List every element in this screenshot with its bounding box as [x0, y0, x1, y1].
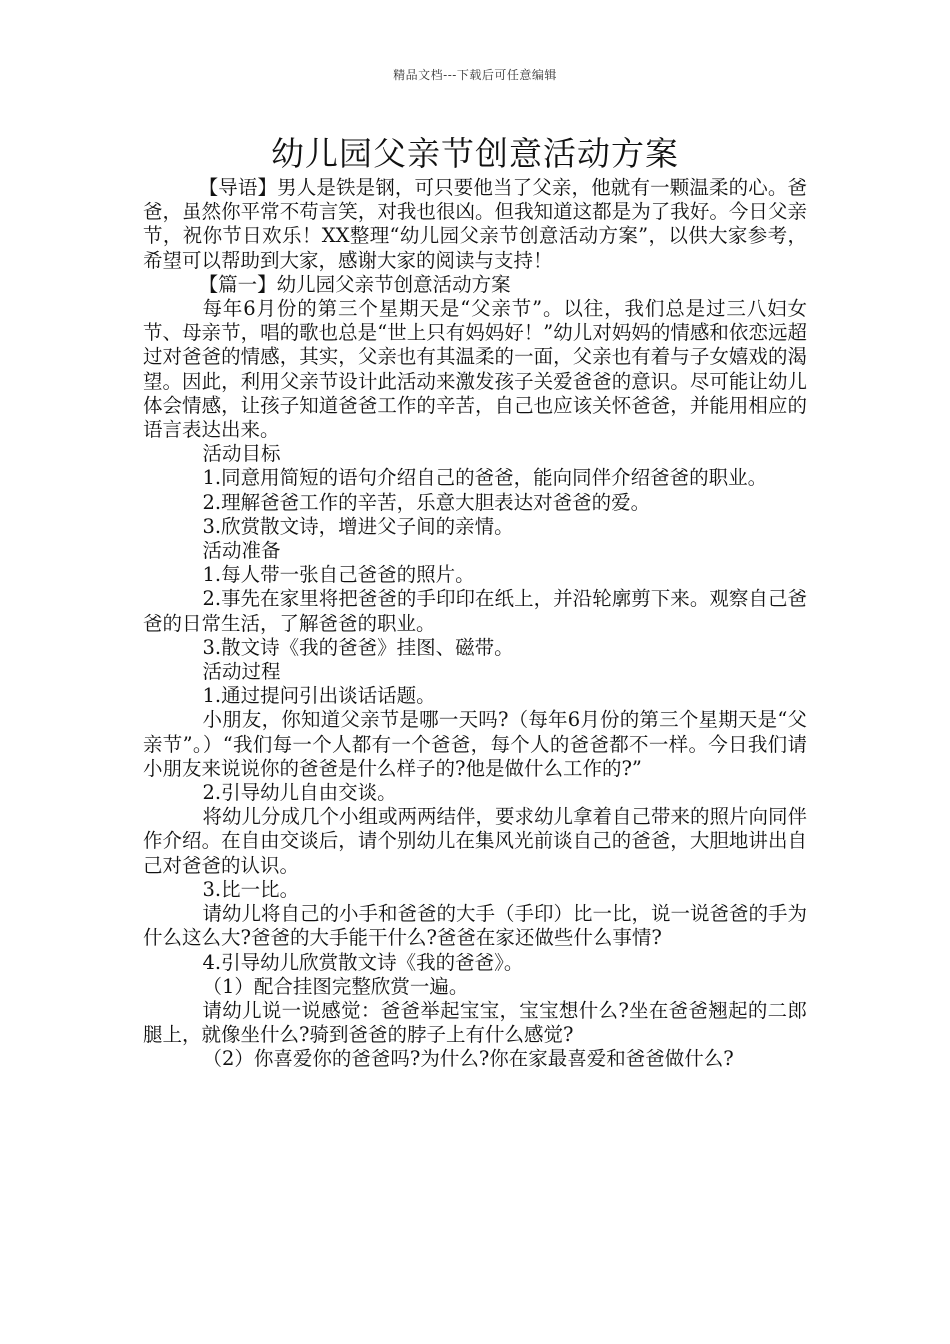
list-item: 1.同意用简短的语句介绍自己的爸爸，能向同伴介绍爸爸的职业。: [202, 466, 768, 490]
list-item: 2.事先在家里将把爸爸的手印印在纸上，并沿轮廓剪下来。观察自己爸爸的日常生活，了解爸爸的职业。: [143, 587, 807, 635]
list-item: 3.散文诗《我的爸爸》挂图、磁带。: [202, 635, 514, 659]
intro-paragraph: 【导语】男人是铁是钢，可只要他当了父亲，他就有一颗温柔的心。爸爸，虽然你平常不苟言笑，对我也很凶。但我知道这都是为了我好。今日父亲节，祝你节日欢乐！XX整理“幼儿园父亲节创意活动方案”，以供大家参考，希望可以帮助到大家，感谢大家的阅读与支持！: [143, 176, 807, 272]
paragraph: 将幼儿分成几个小组或两两结伴，要求幼儿拿着自己带来的照片向同伴作介绍。在自由交谈后，请个别幼儿在集风光前谈自己的爸爸，大胆地讲出自己对爸爸的认识。: [143, 805, 807, 877]
subheading-goals: 活动目标: [202, 442, 281, 466]
sub-item: （2）你喜爱你的爸爸吗?为什么?你在家最喜爱和爸爸做什么?: [202, 1047, 734, 1071]
subheading-process: 活动过程: [202, 660, 281, 684]
list-item: 1.通过提问引出谈话话题。: [202, 684, 436, 708]
list-item: 2.理解爸爸工作的辛苦，乐意大胆表达对爸爸的爱。: [202, 490, 651, 514]
header-note: 精品文档---下载后可任意编辑: [393, 68, 557, 82]
list-item: 4.引导幼儿欣赏散文诗《我的爸爸》。: [202, 950, 524, 974]
paragraph: 请幼儿说一说感觉：爸爸举起宝宝，宝宝想什么?坐在爸爸翘起的二郎腿上，就像坐什么?骑到爸爸的脖子上有什么感觉?: [143, 998, 807, 1047]
list-item: 3.比一比。: [202, 877, 300, 901]
paragraph: 请幼儿将自己的小手和爸爸的大手（手印）比一比，说一说爸爸的手为什么这么大?爸爸的大手能干什么?爸爸在家还做些什么事情?: [143, 902, 807, 950]
list-item: 1.每人带一张自己爸爸的照片。: [202, 563, 475, 587]
paragraph: 小朋友，你知道父亲节是哪一天吗?（每年6月份的第三个星期天是“父亲节”。）“我们每一个人都有一个爸爸，每个人的爸爸都不一样。今日我们请小朋友来说说你的爸爸是什么样子的?他是做什么工作的?”: [143, 708, 807, 780]
subheading-preparation: 活动准备: [202, 539, 281, 563]
paragraph: 每年6月份的第三个星期天是“父亲节”。以往，我们总是过三八妇女节、母亲节，唱的歌也总是“世上只有妈妈好！”幼儿对妈妈的情感和依恋远超过对爸爸的情感，其实，父亲也有其温柔的一面，父亲也有着与子女嬉戏的渴望。因此，利用父亲节设计此活动来激发孩子关爱爸爸的意识。尽可能让幼儿体会情感，让孩子知道爸爸工作的辛苦，自己也应该关怀爸爸，并能用相应的语言表达出来。: [143, 297, 807, 442]
document-body: [143, 176, 807, 1072]
list-item: 2.引导幼儿自由交谈。: [202, 781, 397, 805]
list-item: 3.欣赏散文诗，增进父子间的亲情。: [202, 514, 514, 538]
document-title: 幼儿园父亲节创意活动方案: [271, 134, 679, 173]
sub-item: （1）配合挂图完整欣赏一遍。: [202, 974, 469, 998]
section-heading: 【篇一】幼儿园父亲节创意活动方案: [198, 272, 511, 296]
